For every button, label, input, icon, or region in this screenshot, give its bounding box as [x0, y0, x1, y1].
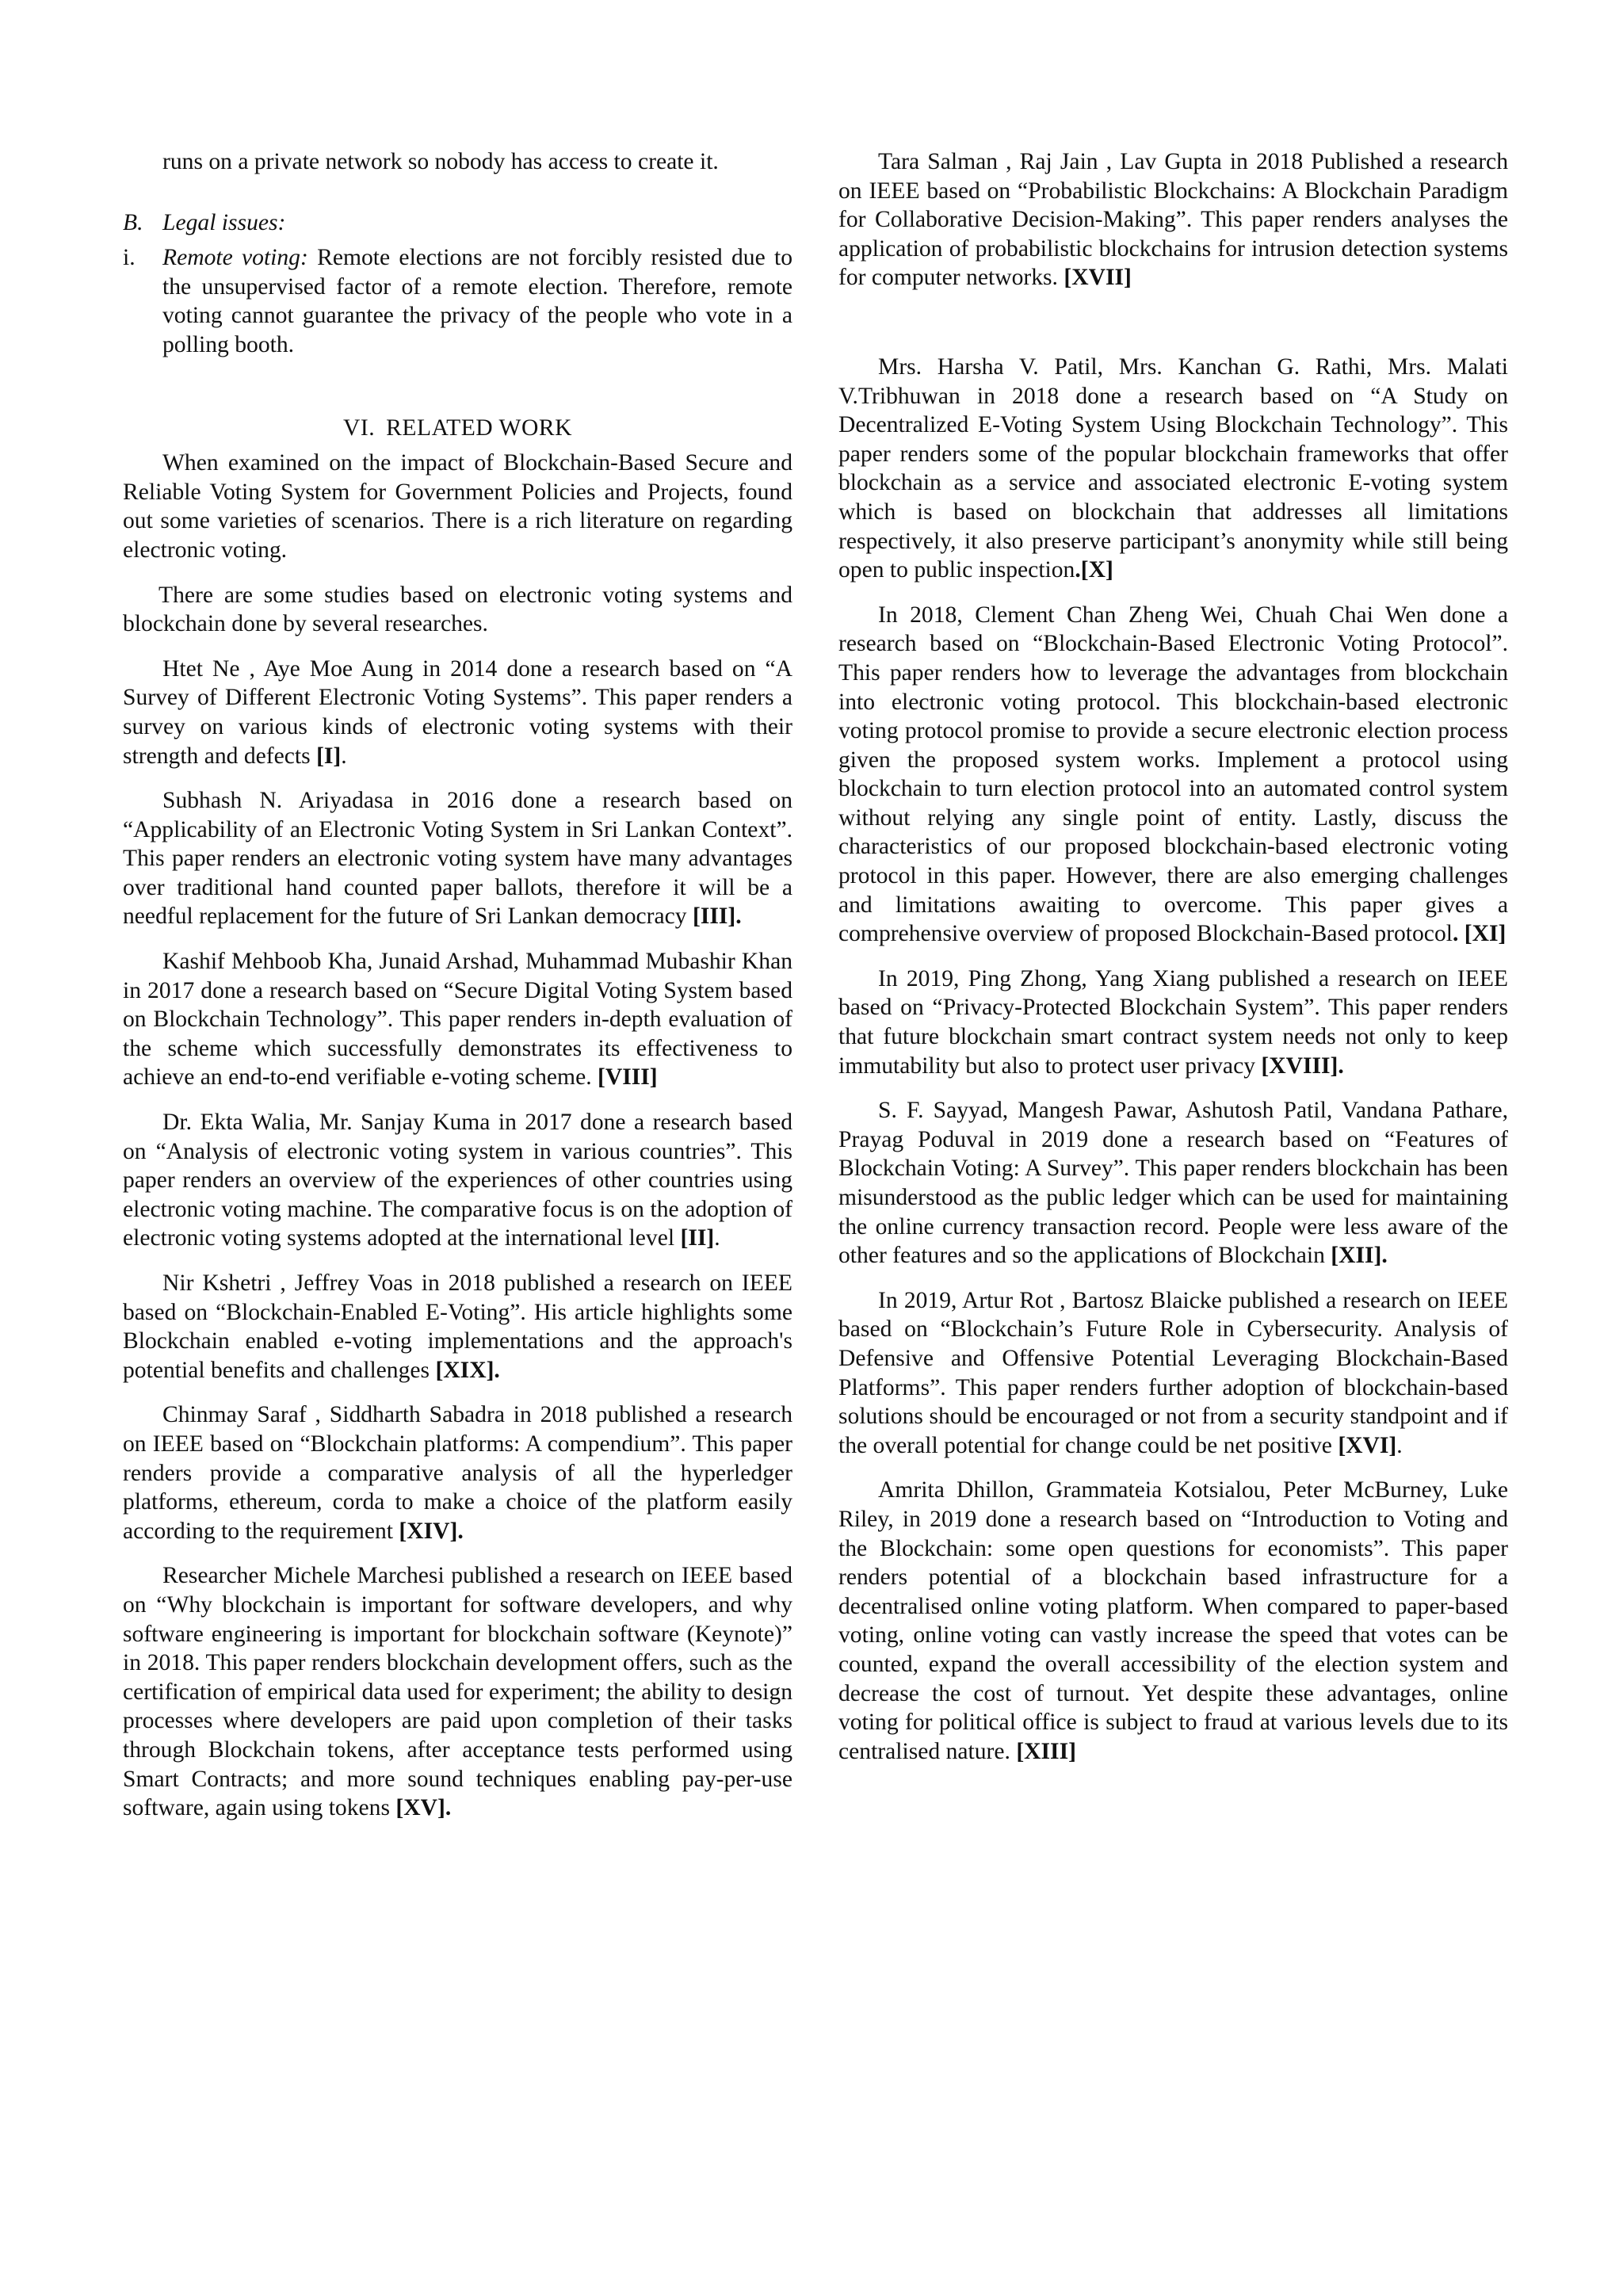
paragraph-gap: [838, 308, 1508, 353]
subsection-label: B.: [123, 209, 143, 235]
paragraph: In 2018, Clement Chan Zheng Wei, Chuah Chai Wen done a research based on “Blockchain-Based Electronic Voting Protocol”. This paper renders how to leverage the advantages from blockchain into electronic voting protocol. This blockchain-based electronic voting protocol promise to provide a secure electronic election process given the proposed system works. Implement a protocol using blockchain to turn election protocol into an automated control system without relying any single point of entity. Lastly, discuss the characteristics of our proposed blockchain-based electronic voting protocol in this paper. However, there are also emerging challenges and limitations awaiting to overcome. This paper gives a comprehensive overview of proposed Blockchain-Based protocol. [XI]: [838, 602, 1508, 947]
list-item: [123, 243, 792, 359]
paragraph: Researcher Michele Marchesi published a research on IEEE based on “Why blockchain is important for software developers, and why software engineering is important for blockchain software (Keynote)” in 2018. This paper renders blockchain development offers, such as the certification of empirical data used for experiment; the ability to design processes where developers are paid upon completion of their tasks through Blockchain tokens, after acceptance tests performed using Smart Contracts; and more sound techniques enabling pay-per-use software, again using tokens [XV].: [123, 1563, 792, 1821]
section-title: RELATED WORK: [386, 415, 572, 441]
citation: [XVIII].: [1261, 1052, 1344, 1079]
subsection-title: Legal issues:: [162, 209, 286, 235]
list-item-text: Remote elections are not forcibly resisted due to the unsupervised factor of a remote election. Therefore, remote voting cannot guarantee the privacy of the people who vote in a polling booth.: [162, 245, 793, 357]
paragraph: Subhash N. Ariyadasa in 2016 done a research based on “Applicability of an Electronic Voting System in Sri Lankan Context”. This paper renders an electronic voting system have many advantages over traditional hand counted paper ballots, therefore it will be a needful replacement for the future of Sri Lankan democracy [III].: [123, 788, 792, 930]
left-column: [123, 147, 792, 1839]
list-item-term: Remote voting:: [162, 245, 308, 271]
citation: . [XI]: [1452, 921, 1507, 947]
paragraph: Mrs. Harsha V. Patil, Mrs. Kanchan G. Rathi, Mrs. Malati V.Tribhuwan in 2018 done a research based on “A Study on Decentralized E-Voting System Using Blockchain Technology”. This paper renders some of the popular blockchain frameworks that offer blockchain as a service and associated electronic E-voting system which is based on blockchain that addresses all limitations respectively, it also preserve participant’s anonymity while still being open to public inspection.[X]: [838, 353, 1508, 583]
section-number: VI.: [343, 415, 376, 441]
citation: [VIII]: [598, 1064, 658, 1091]
paragraph: Chinmay Saraf , Siddharth Sabadra in 2018 published a research on IEEE based on “Blockchain platforms: A compendium”. This paper renders provide a comparative analysis of all the hyperledger platforms, ethereum, corda to make a choice of the platform easily according to the requirement [XIV].: [123, 1402, 792, 1544]
paragraph: When examined on the impact of Blockchain-Based Secure and Reliable Voting System for Government Policies and Projects, found out some varieties of scenarios. There is a rich literature on regarding electronic voting.: [123, 450, 792, 563]
subsection-heading: [123, 208, 792, 238]
citation: [II]: [680, 1225, 715, 1251]
citation: [III].: [692, 904, 742, 930]
paragraph: Tara Salman , Raj Jain , Lav Gupta in 2018 Published a research on IEEE based on “Probabilistic Blockchains: A Blockchain Paradigm for Collaborative Decision-Making”. This paper renders analyses the application of probabilistic blockchains for intrusion detection systems for computer networks. [XVII]: [838, 149, 1508, 291]
citation: [XV].: [395, 1795, 452, 1821]
paragraph: There are some studies based on electronic voting systems and blockchain done by several researches.: [123, 582, 792, 637]
paragraph: Amrita Dhillon, Grammateia Kotsialou, Peter McBurney, Luke Riley, in 2019 done a research based on “Introduction to Voting and the Blockchain: some open questions for economists”. This paper renders potential of a blockchain based infrastructure for a decentralised online voting platform. When compared to paper-based voting, online voting can vastly increase the speed that votes can be counted, expand the overall accessibility of the election system and decrease the cost of turnout. Yet despite these advantages, online voting for political office is subject to fraud at various levels due to its centralised nature. [XIII]: [838, 1477, 1508, 1764]
continuation-paragraph: runs on a private network so nobody has access to create it.: [162, 149, 719, 174]
citation: [XVII]: [1064, 265, 1132, 291]
paragraph: In 2019, Ping Zhong, Yang Xiang published a research on IEEE based on “Privacy-Protected Blockchain System”. This paper renders that future blockchain smart contract system needs not only to keep immutability but also to protect user privacy [XVIII].: [838, 965, 1508, 1079]
section-heading: [123, 414, 792, 443]
paragraph: In 2019, Artur Rot , Bartosz Blaicke published a research on IEEE based on “Blockchain’s Future Role in Cybersecurity. Analysis of Defensive and Offensive Potential Leveraging Blockchain-Based Platforms”. This paper renders further adoption of blockchain-based solutions should be encouraged or not from a security standpoint and if the overall potential for change could be net positive [XVI].: [838, 1287, 1508, 1458]
list-item-number: i.: [123, 245, 136, 271]
citation: [XVI]: [1338, 1432, 1397, 1458]
paragraph: S. F. Sayyad, Mangesh Pawar, Ashutosh Patil, Vandana Pathare, Prayag Poduval in 2019 done a research based on “Features of Blockchain Voting: A Survey”. This paper renders blockchain has been misunderstood as the public ledger which can be used for maintaining the online currency transaction record. People were less aware of the other features and so the applications of Blockchain [XII].: [838, 1098, 1508, 1269]
citation: [XII].: [1331, 1243, 1388, 1269]
paragraph: Nir Kshetri , Jeffrey Voas in 2018 published a research on IEEE based on “Blockchain-Enabled E-Voting”. His article highlights some Blockchain enabled e-voting implementations and the approach's potential benefits and challenges [XIX].: [123, 1270, 792, 1383]
paragraph: Kashif Mehboob Kha, Junaid Arshad, Muhammad Mubashir Khan in 2017 done a research based on “Secure Digital Voting System based on Blockchain Technology”. This paper renders in-depth evaluation of the scheme which successfully demonstrates its effectiveness to achieve an end-to-end verifiable e-voting scheme. [VIII]: [123, 949, 792, 1091]
citation: [XIII]: [1016, 1738, 1076, 1764]
paragraph: Htet Ne , Aye Moe Aung in 2014 done a research based on “A Survey of Different Electronic Voting Systems”. This paper renders a survey on various kinds of electronic voting systems with their strength and defects [I].: [123, 655, 792, 769]
right-column: [838, 147, 1508, 1782]
citation: .[X]: [1075, 557, 1113, 583]
citation: [I]: [316, 743, 342, 769]
citation: [XIX].: [435, 1357, 500, 1383]
citation: [XIV].: [399, 1518, 464, 1544]
paragraph: Dr. Ekta Walia, Mr. Sanjay Kuma in 2017 done a research based on “Analysis of electronic voting system in various countries”. This paper renders an overview of the experiences of other countries using electronic voting machine. The comparative focus is on the adoption of electronic voting systems adopted at the international level [II].: [123, 1110, 792, 1251]
